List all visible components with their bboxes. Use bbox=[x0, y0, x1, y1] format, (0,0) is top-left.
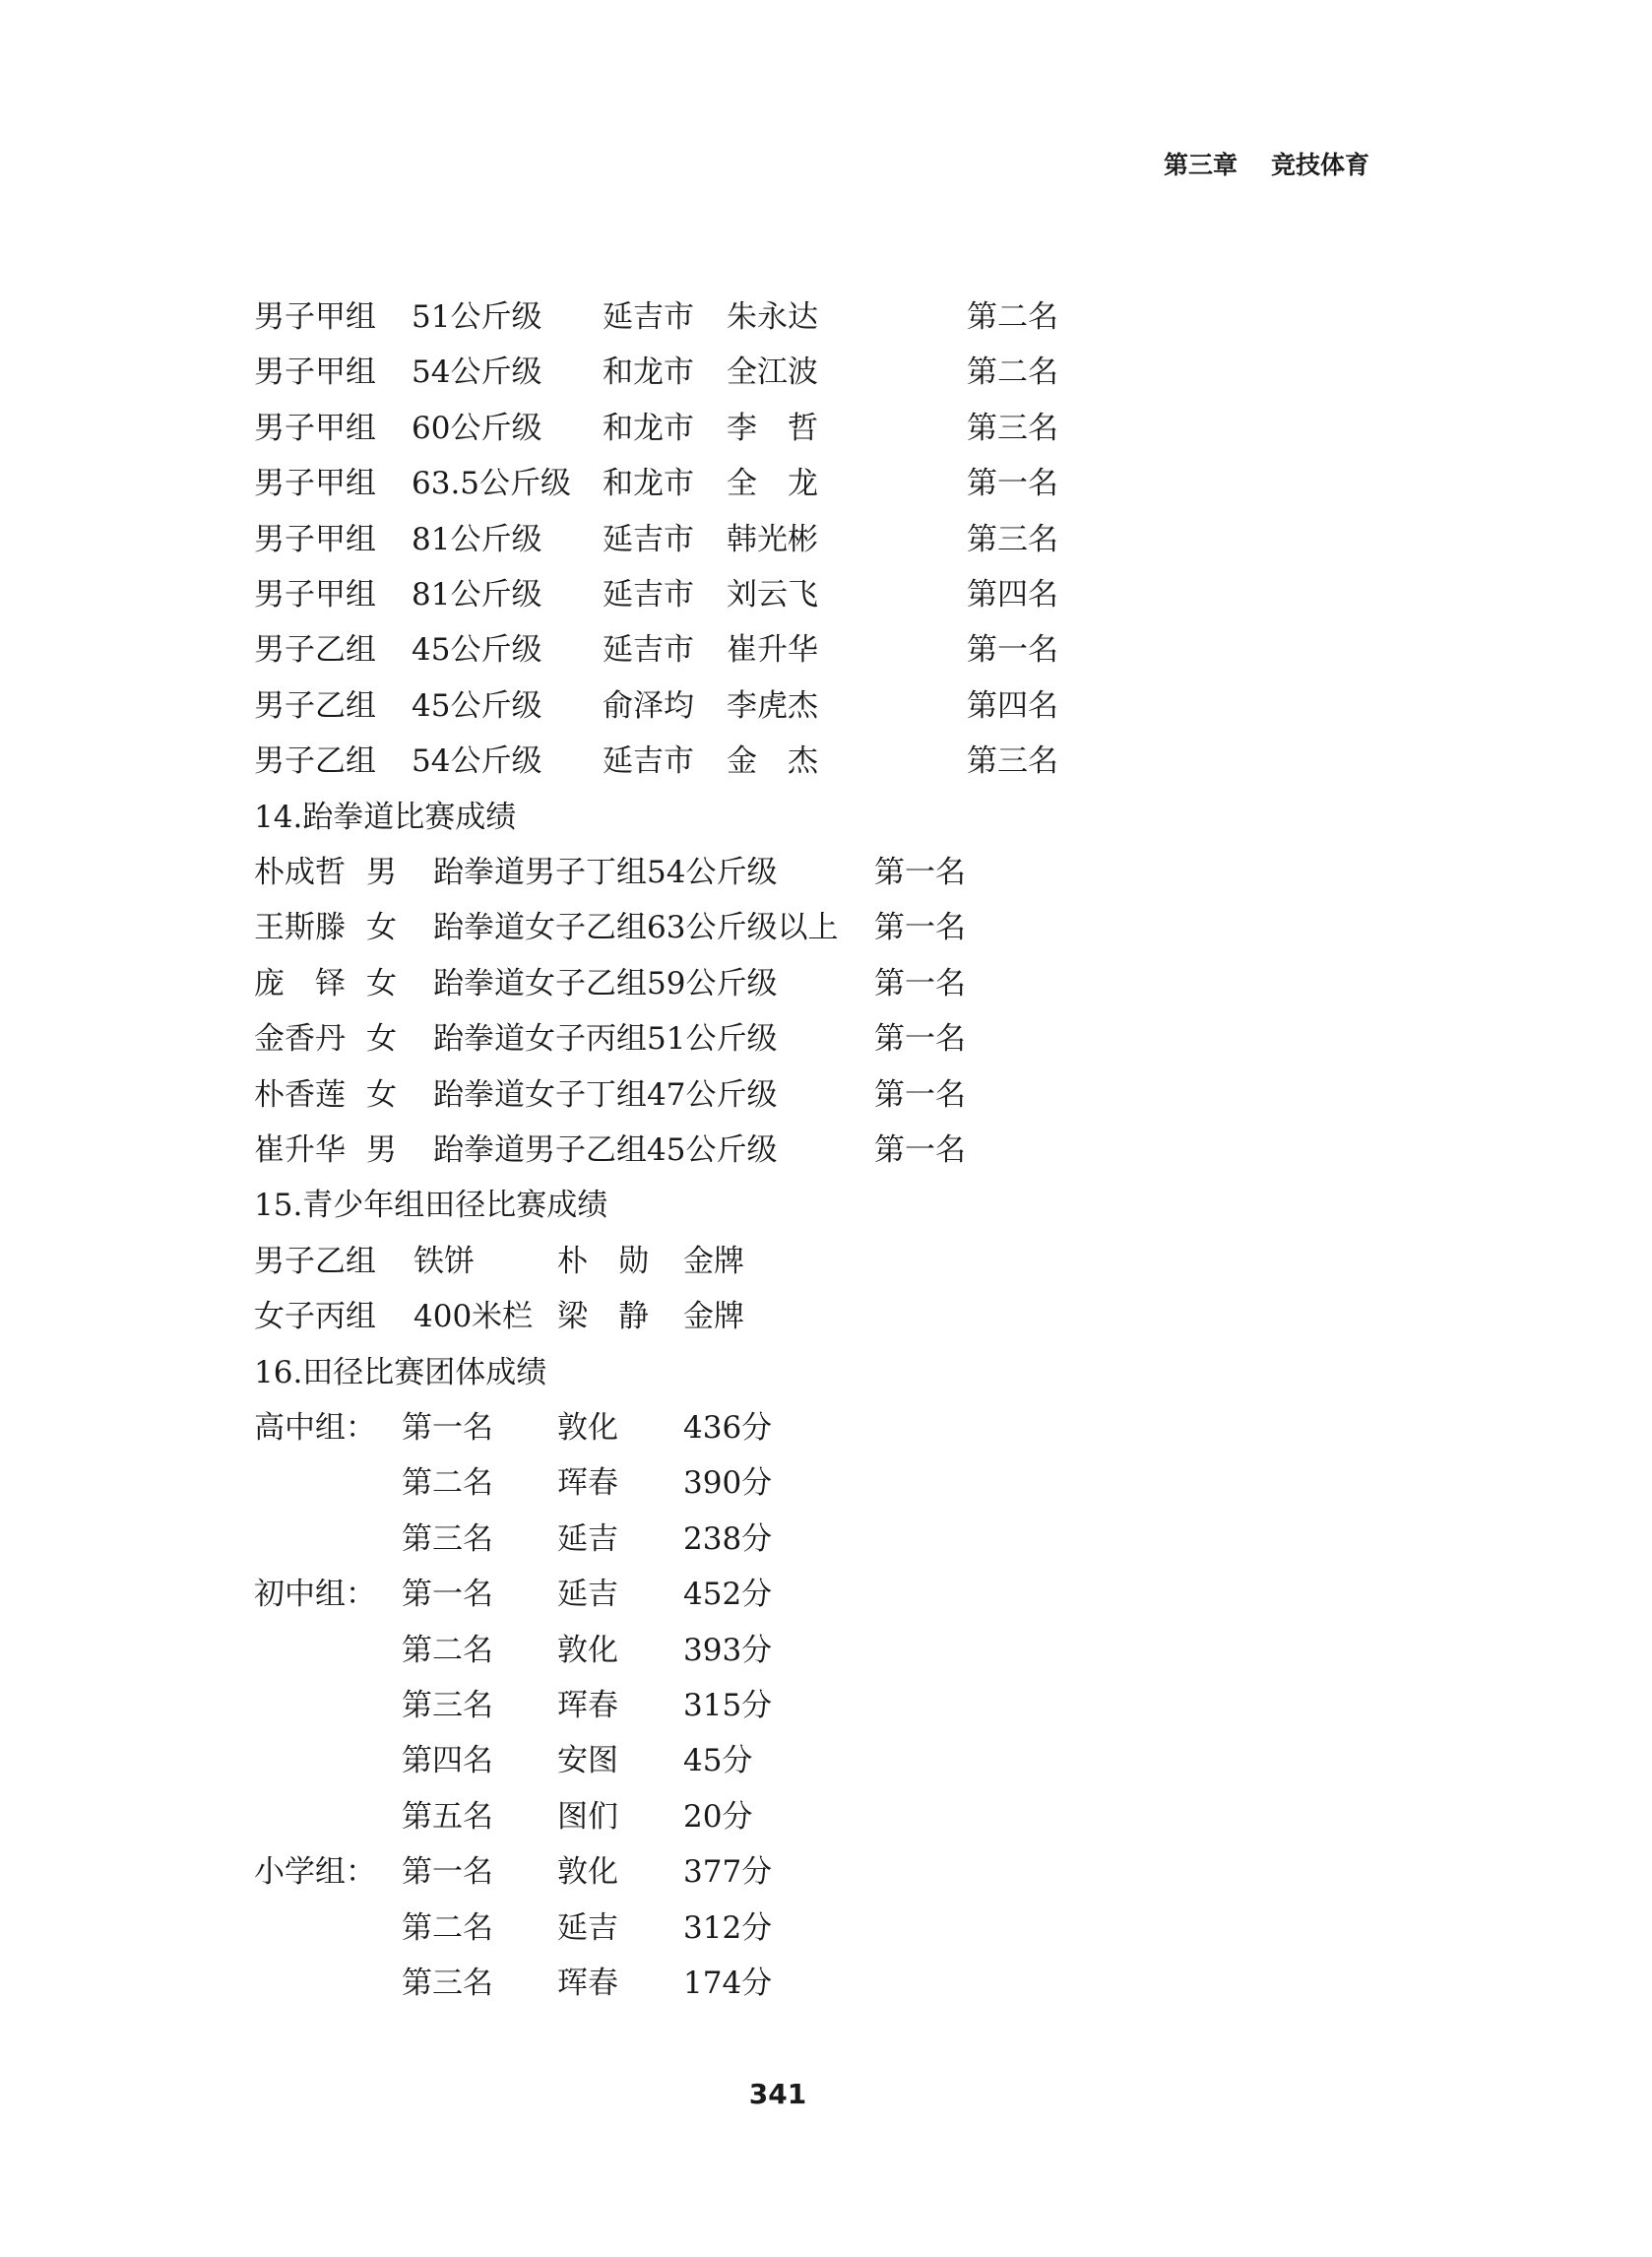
boxing-row-group: 男子乙组 bbox=[254, 743, 376, 780]
section-heading-taekwondo: 14.跆拳道比赛成绩 bbox=[254, 799, 517, 835]
taekwondo-row-sex: 男 bbox=[366, 1132, 397, 1168]
boxing-row-weight: 51公斤级 bbox=[412, 299, 542, 335]
boxing-row-weight: 45公斤级 bbox=[412, 632, 542, 669]
boxing-row-group: 男子甲组 bbox=[254, 466, 376, 502]
boxing-row-group: 男子乙组 bbox=[254, 687, 376, 724]
youth-athletics-row-name: 朴 勋 bbox=[557, 1243, 649, 1279]
boxing-row-name: 李 哲 bbox=[727, 410, 818, 446]
boxing-row-name: 崔升华 bbox=[727, 632, 818, 669]
team-result-row-rank: 第二名 bbox=[402, 1465, 493, 1502]
boxing-row-group: 男子乙组 bbox=[254, 632, 376, 669]
team-result-row-group: 高中组： bbox=[254, 1410, 376, 1446]
boxing-row-rank: 第二名 bbox=[967, 355, 1058, 391]
youth-athletics-row-medal: 金牌 bbox=[683, 1243, 744, 1279]
team-result-row-rank: 第四名 bbox=[402, 1743, 493, 1779]
boxing-row-weight: 54公斤级 bbox=[412, 355, 542, 391]
youth-athletics-row-group: 男子乙组 bbox=[254, 1243, 376, 1279]
team-result-row-group: 初中组： bbox=[254, 1577, 376, 1613]
boxing-row-weight: 63.5公斤级 bbox=[412, 466, 572, 502]
boxing-row-name: 韩光彬 bbox=[727, 521, 818, 557]
taekwondo-row-rank: 第一名 bbox=[874, 1076, 966, 1113]
boxing-row-name: 全江波 bbox=[727, 355, 818, 391]
taekwondo-row-name: 王斯滕 bbox=[254, 910, 346, 946]
boxing-row-group: 男子甲组 bbox=[254, 410, 376, 446]
taekwondo-row-event: 跆拳道女子丁组47公斤级 bbox=[433, 1076, 778, 1113]
boxing-row-name: 刘云飞 bbox=[727, 577, 818, 613]
taekwondo-row-rank: 第一名 bbox=[874, 910, 966, 946]
page-number: 341 bbox=[748, 2078, 807, 2110]
team-result-row-score: 45分 bbox=[683, 1743, 753, 1779]
boxing-row-weight: 54公斤级 bbox=[412, 743, 542, 780]
team-result-row-score: 452分 bbox=[683, 1577, 773, 1613]
boxing-row-city: 延吉市 bbox=[603, 632, 694, 669]
taekwondo-row-sex: 女 bbox=[366, 965, 397, 1001]
team-result-row-rank: 第三名 bbox=[402, 1520, 493, 1557]
youth-athletics-row-medal: 金牌 bbox=[683, 1299, 744, 1335]
team-result-row-team: 敦化 bbox=[557, 1410, 618, 1446]
team-result-row-score: 436分 bbox=[683, 1410, 773, 1446]
boxing-row-city: 延吉市 bbox=[603, 299, 694, 335]
team-result-row-score: 20分 bbox=[683, 1798, 753, 1835]
boxing-row-rank: 第一名 bbox=[967, 632, 1058, 669]
taekwondo-row-rank: 第一名 bbox=[874, 965, 966, 1001]
team-result-row-team: 图们 bbox=[557, 1798, 618, 1835]
taekwondo-row-name: 庞 铎 bbox=[254, 965, 346, 1001]
team-result-row-team: 敦化 bbox=[557, 1854, 618, 1891]
team-result-row-score: 315分 bbox=[683, 1688, 773, 1723]
taekwondo-row-name: 朴香莲 bbox=[254, 1076, 346, 1113]
team-result-row-score: 393分 bbox=[683, 1632, 773, 1668]
boxing-row-weight: 60公斤级 bbox=[412, 410, 542, 446]
taekwondo-row-sex: 女 bbox=[366, 1076, 397, 1113]
boxing-row-group: 男子甲组 bbox=[254, 299, 376, 335]
team-result-row-rank: 第一名 bbox=[402, 1410, 493, 1446]
taekwondo-row-name: 崔升华 bbox=[254, 1132, 346, 1168]
boxing-row-rank: 第四名 bbox=[967, 687, 1058, 724]
boxing-row-name: 金 杰 bbox=[727, 743, 818, 780]
boxing-row-city: 延吉市 bbox=[603, 521, 694, 557]
team-result-row-team: 珲春 bbox=[557, 1966, 618, 2001]
boxing-row-city: 和龙市 bbox=[603, 466, 694, 502]
boxing-row-city: 俞泽均 bbox=[603, 687, 694, 724]
team-result-row-team: 珲春 bbox=[557, 1688, 618, 1723]
boxing-row-weight: 81公斤级 bbox=[412, 521, 542, 557]
boxing-row-rank: 第三名 bbox=[967, 410, 1058, 446]
team-result-row-rank: 第三名 bbox=[402, 1688, 493, 1723]
youth-athletics-row-group: 女子丙组 bbox=[254, 1299, 376, 1335]
team-result-row-rank: 第五名 bbox=[402, 1798, 493, 1835]
taekwondo-row-sex: 女 bbox=[366, 1021, 397, 1058]
boxing-row-rank: 第四名 bbox=[967, 577, 1058, 613]
boxing-row-rank: 第一名 bbox=[967, 466, 1058, 502]
team-result-row-rank: 第一名 bbox=[402, 1577, 493, 1613]
boxing-row-group: 男子甲组 bbox=[254, 355, 376, 391]
boxing-row-rank: 第三名 bbox=[967, 521, 1058, 557]
team-result-row-rank: 第二名 bbox=[402, 1632, 493, 1668]
taekwondo-row-event: 跆拳道女子乙组63公斤级以上 bbox=[433, 910, 839, 946]
team-result-row-team: 延吉 bbox=[557, 1520, 618, 1557]
team-result-row-team: 珲春 bbox=[557, 1465, 618, 1502]
youth-athletics-row-event: 400米栏 bbox=[413, 1299, 534, 1335]
boxing-row-weight: 81公斤级 bbox=[412, 577, 542, 613]
boxing-row-name: 朱永达 bbox=[727, 299, 818, 335]
taekwondo-row-name: 金香丹 bbox=[254, 1021, 346, 1058]
team-result-row-score: 174分 bbox=[683, 1966, 773, 2001]
boxing-row-city: 延吉市 bbox=[603, 577, 694, 613]
taekwondo-row-rank: 第一名 bbox=[874, 1132, 966, 1168]
team-result-row-score: 312分 bbox=[683, 1909, 773, 1946]
team-result-row-score: 238分 bbox=[683, 1520, 773, 1557]
taekwondo-row-rank: 第一名 bbox=[874, 855, 966, 890]
boxing-row-rank: 第三名 bbox=[967, 743, 1058, 780]
running-header bbox=[1164, 146, 1369, 181]
team-result-row-team: 延吉 bbox=[557, 1577, 618, 1613]
taekwondo-row-event: 跆拳道男子乙组45公斤级 bbox=[433, 1132, 778, 1168]
taekwondo-row-sex: 女 bbox=[366, 910, 397, 946]
chapter-title: 竞技体育 bbox=[1271, 151, 1370, 179]
taekwondo-row-event: 跆拳道女子乙组59公斤级 bbox=[433, 965, 778, 1001]
team-result-row-team: 敦化 bbox=[557, 1632, 618, 1668]
boxing-row-city: 和龙市 bbox=[603, 410, 694, 446]
chapter-label: 第三章 bbox=[1164, 151, 1239, 179]
team-result-row-group: 小学组： bbox=[254, 1854, 376, 1891]
boxing-row-name: 李虎杰 bbox=[727, 687, 818, 724]
team-result-row-rank: 第三名 bbox=[402, 1966, 493, 2001]
taekwondo-row-event: 跆拳道女子丙组51公斤级 bbox=[433, 1021, 778, 1058]
taekwondo-row-event: 跆拳道男子丁组54公斤级 bbox=[433, 855, 778, 890]
youth-athletics-row-event: 铁饼 bbox=[413, 1243, 475, 1279]
team-result-row-rank: 第二名 bbox=[402, 1909, 493, 1946]
team-result-row-score: 377分 bbox=[683, 1854, 773, 1891]
section-heading-team-results: 16.田径比赛团体成绩 bbox=[254, 1354, 547, 1390]
team-result-row-team: 安图 bbox=[557, 1743, 618, 1779]
section-heading-youth-athletics: 15.青少年组田径比赛成绩 bbox=[254, 1188, 608, 1224]
team-result-row-score: 390分 bbox=[683, 1465, 773, 1502]
youth-athletics-row-name: 梁 静 bbox=[557, 1299, 649, 1335]
boxing-row-rank: 第二名 bbox=[967, 299, 1058, 335]
team-result-row-rank: 第一名 bbox=[402, 1854, 493, 1891]
boxing-row-weight: 45公斤级 bbox=[412, 687, 542, 724]
boxing-row-group: 男子甲组 bbox=[254, 577, 376, 613]
boxing-row-name: 全 龙 bbox=[727, 466, 818, 502]
boxing-row-group: 男子甲组 bbox=[254, 521, 376, 557]
team-result-row-team: 延吉 bbox=[557, 1909, 618, 1946]
taekwondo-row-rank: 第一名 bbox=[874, 1021, 966, 1058]
taekwondo-row-name: 朴成哲 bbox=[254, 855, 346, 890]
boxing-row-city: 延吉市 bbox=[603, 743, 694, 780]
boxing-row-city: 和龙市 bbox=[603, 355, 694, 391]
taekwondo-row-sex: 男 bbox=[366, 855, 397, 890]
